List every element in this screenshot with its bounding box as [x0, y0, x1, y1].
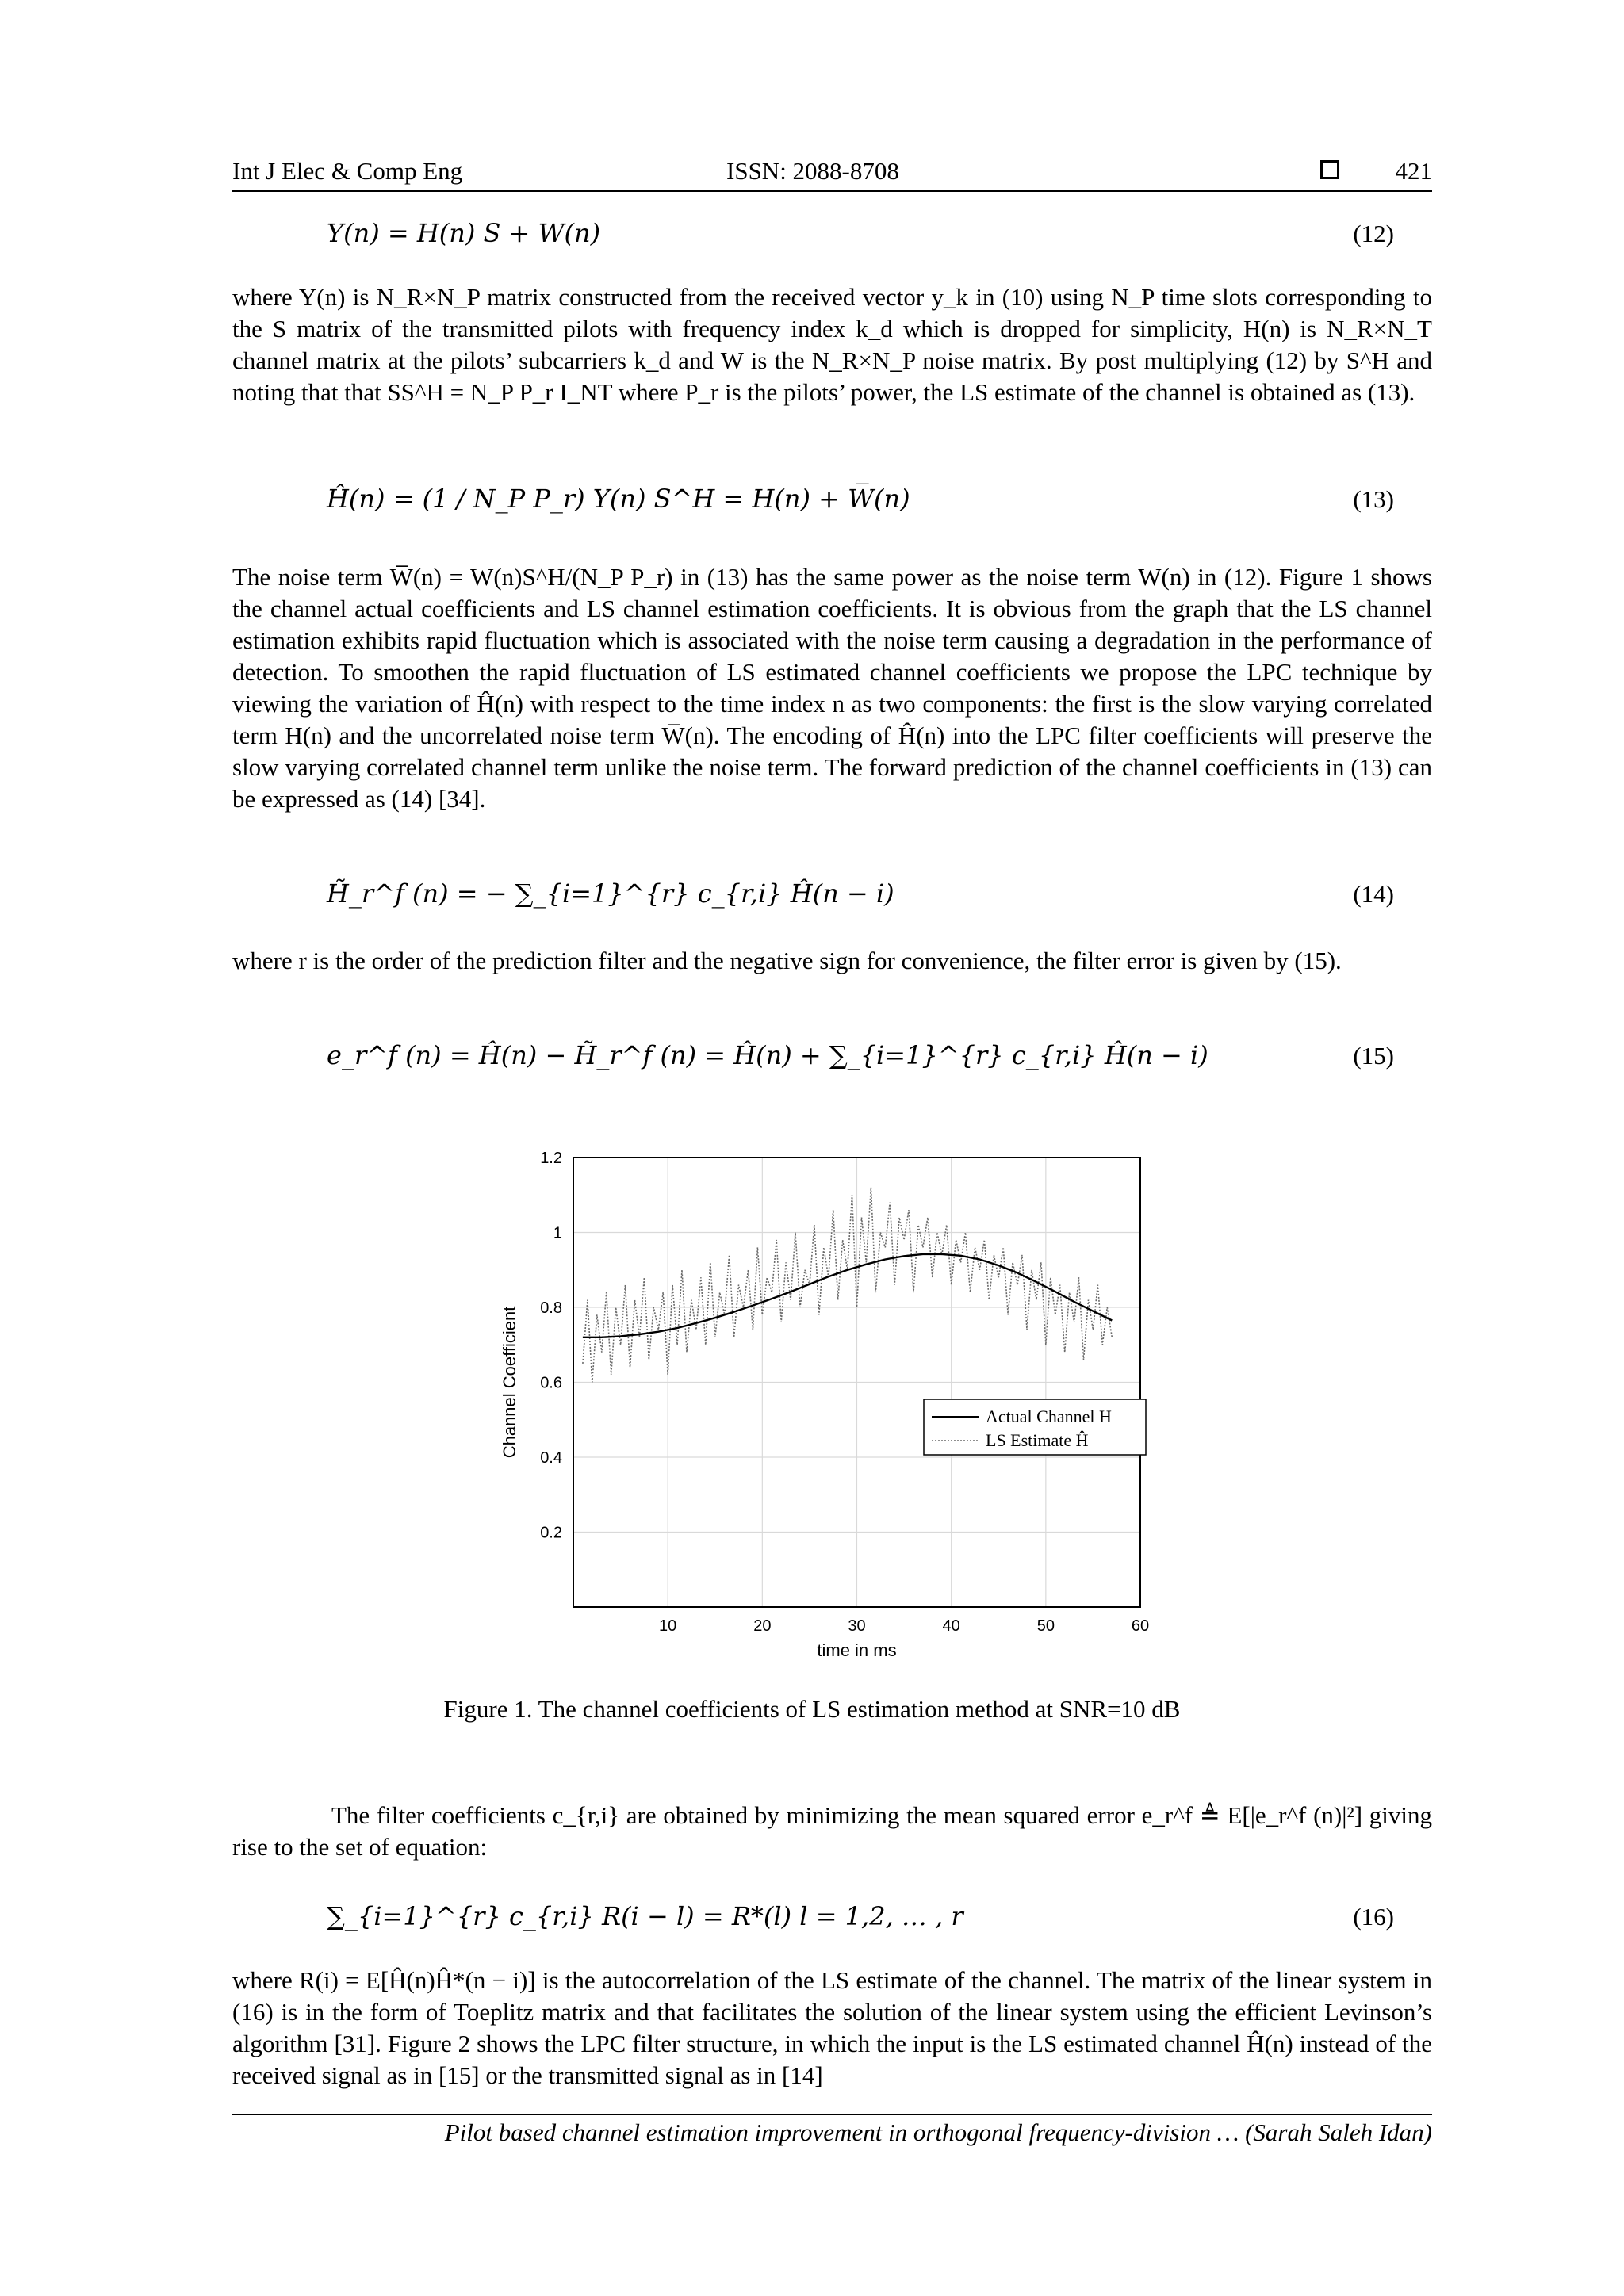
y-tick-label: 0.8: [540, 1299, 562, 1317]
paragraph-1-text: where Y(n) is N_R×N_P matrix constructed from the received vector y_k in (10) using N_P time slots corresponding to the S matrix of the transmitted pilots with frequency index k_d which is dropped for simplicity, H(n) is N_R×N_T channel matrix at the pilots’ subcarriers k_d and W is the N_R×N_P noise matrix. By post multiplying (12) by S^H and noting that that SS^H = N_P P_r I_NT where P_r is the pilots’ power, the LS estimate of the channel is obtained as (13).: [232, 283, 1432, 406]
issn: ISSN: 2088-8708: [726, 157, 899, 185]
legend-label-ls: LS Estimate Ĥ: [986, 1430, 1089, 1450]
page-number: 421: [1395, 157, 1432, 185]
paragraph-2: [232, 561, 1432, 815]
equation-15-number: (15): [1353, 1042, 1394, 1070]
paragraph-4: [232, 1800, 1432, 1863]
equation-12: Y(n) = H(n) S + W(n): [327, 218, 601, 248]
square-icon: [1320, 160, 1339, 179]
x-tick-label: 60: [1131, 1617, 1150, 1635]
legend: [924, 1399, 1146, 1455]
paragraph-2-text: The noise term W̅(n) = W(n)S^H/(N_P P_r) in (13) has the same power as the noise term W(n) in (12). Figure 1 shows the channel actual coefficients and LS channel estimation coefficients. It is obvious from the graph that the LS channel estimation exhibits rapid fluctuation which is associated with the noise term causing a degradation in the performance of detection. To smoothen the rapid fluctuation of LS estimated channel coefficients we propose the LPC technique by viewing the variation of Ĥ(n) with respect to the time index n as two components: the first is the slow varying correlated term H(n) and the uncorrelated noise term W̅(n). The encoding of Ĥ(n) into the LPC filter coefficients will preserve the slow varying correlated channel term unlike the noise term. The forward prediction of the channel coefficients in (13) can be expressed as (14) [34].: [232, 563, 1432, 813]
paragraph-5-text: where R(i) = E[Ĥ(n)Ĥ*(n − i)] is the autocorrelation of the LS estimate of the channel. The matrix of the linear system in (16) is in the form of Toeplitz matrix and that facilitates the solution of the linear system using the efficient Levinson’s algorithm [31]. Figure 2 shows the LPC filter structure, in which the input is the LS estimated channel Ĥ(n) instead of the received signal as in [15] or the transmitted signal as in [14]: [232, 1966, 1432, 2089]
equation-16-number: (16): [1353, 1903, 1394, 1931]
series-ls-estimate: [583, 1188, 1112, 1383]
x-tick-label: 20: [753, 1617, 772, 1635]
x-tick-label: 10: [659, 1617, 677, 1635]
x-tick-label: 50: [1036, 1617, 1055, 1635]
journal-name: Int J Elec & Comp Eng: [232, 157, 463, 185]
y-tick-label: 1.2: [540, 1150, 562, 1167]
paragraph-1: [232, 281, 1432, 408]
channel-coefficient-chart: [492, 1142, 1150, 1681]
legend-label-actual: Actual Channel H: [986, 1406, 1112, 1426]
paragraph-3-text: where r is the order of the prediction filter and the negative sign for convenience, the filter error is given by (15).: [232, 947, 1342, 974]
paragraph-5: [232, 1965, 1432, 2091]
page-footer: Pilot based channel estimation improvement in orthogonal frequency-division … (Sarah Saleh Idan): [444, 2118, 1432, 2146]
equation-14-number: (14): [1353, 880, 1394, 908]
equation-14: H̃_r^f (n) = − ∑_{i=1}^{r} c_{r,i} Ĥ(n − i): [327, 878, 894, 909]
equation-15: e_r^f (n) = Ĥ(n) − H̃_r^f (n) = Ĥ(n) + ∑_{i=1}^{r} c_{r,i} Ĥ(n − i): [327, 1040, 1208, 1070]
paragraph-3: [232, 945, 1432, 977]
y-tick-label: 0.2: [540, 1524, 562, 1542]
y-tick-label: 0.4: [540, 1449, 562, 1467]
paragraph-4-text: The filter coefficients c_{r,i} are obtained by minimizing the mean squared error e_r^f ≜ E[|e_r^f (n)|²] giving rise to the set of equation:: [232, 1801, 1432, 1861]
equation-13-number: (13): [1353, 485, 1394, 513]
equation-13: Ĥ(n) = (1 / N_P P_r) Y(n) S^H = H(n) + W̅(n): [327, 484, 910, 514]
y-axis-label: Channel Coefficient: [500, 1306, 519, 1459]
y-tick-label: 0.6: [540, 1374, 562, 1392]
x-axis-label: time in ms: [817, 1640, 897, 1660]
footer-rule: [232, 2114, 1432, 2115]
x-tick-label: 40: [942, 1617, 960, 1635]
x-tick-label: 30: [848, 1617, 866, 1635]
equation-16: ∑_{i=1}^{r} c_{r,i} R(i − l) = R*(l) l = 1,2, … , r: [327, 1901, 963, 1931]
figure-caption: Figure 1. The channel coefficients of LS estimation method at SNR=10 dB: [443, 1695, 1181, 1723]
equation-12-number: (12): [1353, 220, 1394, 247]
page-header: [232, 157, 1432, 192]
y-tick-label: 1: [553, 1224, 562, 1242]
ticks: [540, 1150, 1149, 1635]
grid: [573, 1158, 1140, 1607]
